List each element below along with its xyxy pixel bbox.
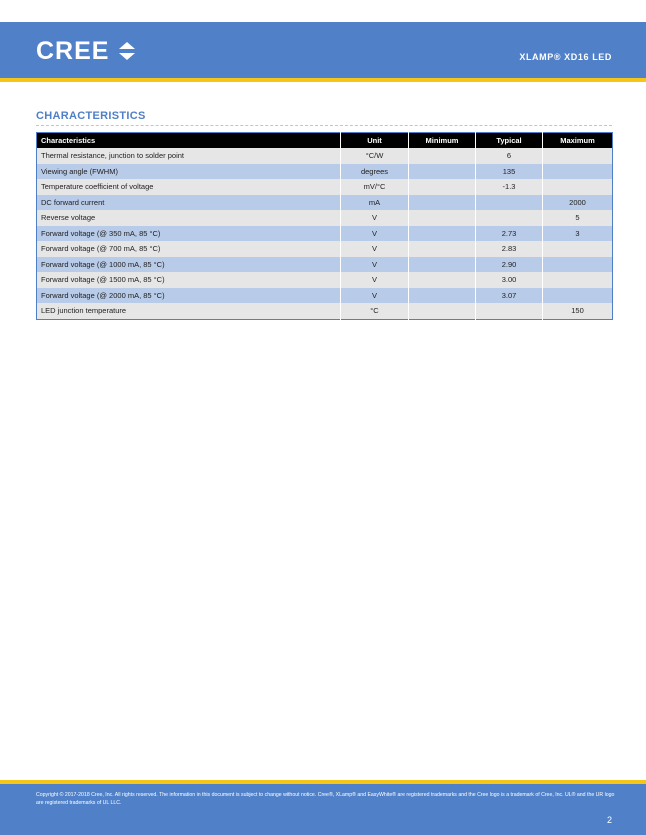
table-cell: 3.07: [476, 288, 543, 304]
section-title: CHARACTERISTICS: [36, 110, 146, 122]
table-cell: [543, 241, 613, 257]
table-cell: [476, 303, 543, 319]
table-cell: [409, 195, 476, 211]
table-row: [37, 226, 613, 242]
table-cell: [476, 210, 543, 226]
table-header-row: [37, 133, 613, 149]
table-cell: Viewing angle (FWHM): [37, 164, 341, 180]
table-row: [37, 303, 613, 319]
table-cell: Temperature coefficient of voltage: [37, 179, 341, 195]
table-cell: [409, 148, 476, 164]
table-cell: 150: [543, 303, 613, 319]
table-cell: Reverse voltage: [37, 210, 341, 226]
table-cell: V: [341, 210, 409, 226]
table-cell: [409, 288, 476, 304]
table-cell: LED junction temperature: [37, 303, 341, 319]
table-cell: Forward voltage (@ 2000 mA, 85 °C): [37, 288, 341, 304]
column-header: Unit: [341, 133, 409, 149]
table-cell: DC forward current: [37, 195, 341, 211]
table-cell: V: [341, 257, 409, 273]
doc-title: XLAMP® XD16 LED: [519, 52, 612, 62]
table-cell: [543, 164, 613, 180]
table-cell: [543, 288, 613, 304]
table-cell: V: [341, 241, 409, 257]
table-cell: 2000: [543, 195, 613, 211]
table-cell: 2.73: [476, 226, 543, 242]
table-cell: [409, 210, 476, 226]
table-cell: degrees: [341, 164, 409, 180]
table-cell: V: [341, 272, 409, 288]
table-cell: 135: [476, 164, 543, 180]
characteristics-table: [36, 132, 613, 320]
column-header: Minimum: [409, 133, 476, 149]
table-cell: V: [341, 288, 409, 304]
table-cell: [543, 272, 613, 288]
cree-logo: [36, 38, 138, 64]
table-cell: Forward voltage (@ 1500 mA, 85 °C): [37, 272, 341, 288]
table-row: [37, 179, 613, 195]
table-cell: [543, 148, 613, 164]
header-stripe: [0, 78, 646, 82]
table-cell: [409, 272, 476, 288]
column-header: Characteristics: [37, 133, 341, 149]
table-cell: mA: [341, 195, 409, 211]
table-row: [37, 241, 613, 257]
table-cell: [543, 179, 613, 195]
table-row: [37, 288, 613, 304]
copyright-notice: Copyright © 2017-2018 Cree, Inc. All rights reserved. The information in this document is subject to change without notice. Cree®, XLamp® and EasyWhite® are registered trademarks and the Cree logo is a trademark of Cree, Inc. UL® and the UR logo are registered trademarks of UL LLC.: [36, 792, 615, 806]
table-row: [37, 257, 613, 273]
table-cell: 2.90: [476, 257, 543, 273]
table-cell: [409, 257, 476, 273]
table-cell: Forward voltage (@ 1000 mA, 85 °C): [37, 257, 341, 273]
table-row: [37, 210, 613, 226]
table-row: [37, 272, 613, 288]
table-cell: -1.3: [476, 179, 543, 195]
table-cell: °C: [341, 303, 409, 319]
table-cell: 2.83: [476, 241, 543, 257]
logo-text: CREE: [36, 37, 110, 65]
table-row: [37, 164, 613, 180]
table-row: [37, 148, 613, 164]
table-cell: [409, 303, 476, 319]
table-cell: Forward voltage (@ 350 mA, 85 °C): [37, 226, 341, 242]
table-cell: V: [341, 226, 409, 242]
table-cell: [409, 164, 476, 180]
table-cell: [409, 179, 476, 195]
table-row: [37, 195, 613, 211]
table-cell: °C/W: [341, 148, 409, 164]
table-cell: 6: [476, 148, 543, 164]
column-header: Maximum: [543, 133, 613, 149]
table-cell: [409, 241, 476, 257]
cree-arrows-icon: [116, 40, 138, 62]
table-cell: [543, 257, 613, 273]
table-cell: mV/°C: [341, 179, 409, 195]
table-cell: 5: [543, 210, 613, 226]
column-header: Typical: [476, 133, 543, 149]
table-cell: 3.00: [476, 272, 543, 288]
table-cell: Thermal resistance, junction to solder point: [37, 148, 341, 164]
page-number: 2: [606, 815, 612, 825]
section-divider: [36, 125, 612, 126]
table-cell: [476, 195, 543, 211]
table-cell: Forward voltage (@ 700 mA, 85 °C): [37, 241, 341, 257]
table-cell: 3: [543, 226, 613, 242]
table-cell: [409, 226, 476, 242]
